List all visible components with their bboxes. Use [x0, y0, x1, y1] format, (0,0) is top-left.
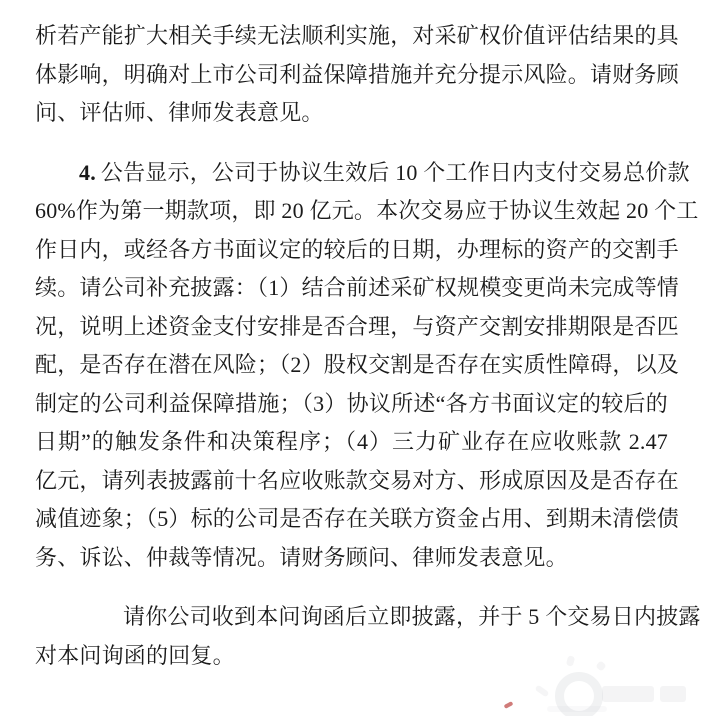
text-line: 制定的公司利益保障措施；（3）协议所述“各方书面议定的较后的 — [35, 390, 668, 416]
paragraph-2 — [35, 154, 699, 578]
paragraph-1 — [35, 17, 679, 133]
text-line: 对本问询函的回复。 — [35, 642, 235, 668]
text-line: 60%作为第一期款项，即 20 亿元。本次交易应于协议生效起 20 个工 — [35, 198, 699, 223]
text-line: 问、评估师、律师发表意见。 — [35, 100, 324, 125]
text-line: 4. 公告显示，公司于协议生效后 10 个工作日内支付交易总价款 — [79, 159, 690, 185]
watermark-wordmark — [547, 706, 607, 712]
watermark-wordmark — [602, 686, 654, 702]
watermark-wordmark — [660, 686, 686, 702]
watermark-ray — [535, 685, 550, 698]
red-ink-mark — [504, 701, 514, 709]
text-line: 体影响，明确对上市公司利益保障措施并充分提示风险。请财务顾 — [35, 61, 679, 87]
text-line: 请你公司收到本问询函后立即披露，并于 5 个交易日内披露 — [123, 604, 701, 629]
watermark-ring-icon — [555, 672, 603, 716]
text-line: 续。请公司补充披露：（1）结合前述采矿权规模变更尚未完成等情 — [35, 275, 680, 300]
paragraph-3 — [35, 598, 701, 675]
text-line: 日期”的触发条件和决策程序；（4）三力矿业存在应收账款 2.47 — [35, 429, 668, 454]
text-line: 作日内，或经各方书面议定的较后的日期，办理标的资产的交割手 — [35, 236, 679, 262]
item-number: 4. — [79, 159, 96, 185]
text-line: 况，说明上述资金支付安排是否合理，与资产交割安排期限是否匹 — [35, 313, 679, 339]
text-line: 析若产能扩大相关手续无法顺利实施，对采矿权价值评估结果的具 — [35, 23, 679, 48]
text-line: 亿元，请列表披露前十名应收账款交易对方、形成原因及是否存在 — [35, 467, 679, 493]
text-line: 减值迹象；（5）标的公司是否存在关联方资金占用、到期未清偿债 — [35, 506, 680, 531]
text-line: 务、诉讼、仲裁等情况。请财务顾问、律师发表意见。 — [35, 544, 568, 570]
text-line: 配，是否存在潜在风险；（2）股权交割是否存在实质性障碍，以及 — [35, 352, 680, 377]
document-body — [35, 17, 701, 675]
